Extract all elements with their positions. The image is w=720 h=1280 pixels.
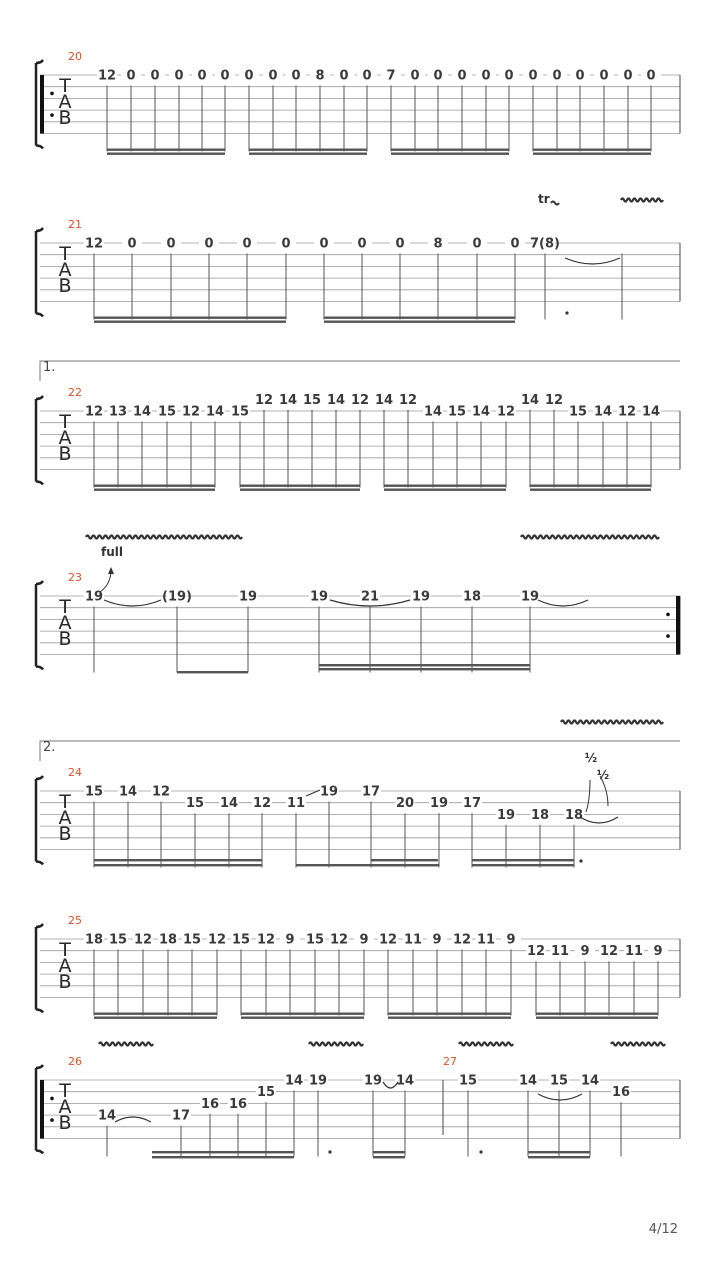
tab-system-22 xyxy=(36,360,680,491)
fret-number: 14 xyxy=(518,1073,538,1089)
fret-number: 19 xyxy=(429,796,449,812)
fret-number: 0 xyxy=(242,236,252,252)
fret-number: 16 xyxy=(228,1096,248,1112)
vibrato-mark xyxy=(309,1043,363,1046)
fret-number: 19 xyxy=(319,784,339,800)
beam xyxy=(373,1151,405,1153)
fret-number: 14 xyxy=(593,404,613,420)
beam xyxy=(94,1017,217,1019)
tab-system-20 xyxy=(36,50,680,155)
beam xyxy=(530,489,651,491)
fret-number: 12 xyxy=(350,392,370,408)
fret-number: 15 xyxy=(302,392,322,408)
fret-number: 15 xyxy=(108,932,128,948)
fret-number: 0 xyxy=(268,68,278,84)
system-bracket xyxy=(36,228,43,317)
tab-system-24 xyxy=(36,740,680,868)
vibrato-mark xyxy=(611,1043,665,1046)
fret-number: 12 xyxy=(256,932,276,948)
beam xyxy=(94,485,215,487)
fret-number: 16 xyxy=(611,1085,631,1101)
beam xyxy=(94,1013,217,1015)
fret-number: 12 xyxy=(544,392,564,408)
bend-arrow-head xyxy=(108,567,114,574)
beam xyxy=(528,1156,590,1158)
fret-number: 17 xyxy=(462,796,482,812)
fret-number: 12 xyxy=(97,68,117,84)
fret-number: 0 xyxy=(174,68,184,84)
fret-number: 15 xyxy=(305,932,325,948)
fret-number: 0 xyxy=(472,236,482,252)
beam xyxy=(319,668,530,670)
fret-number: 0 xyxy=(357,236,367,252)
tab-clef-letter: T xyxy=(59,791,71,813)
fret-number: 14 xyxy=(278,392,298,408)
beam xyxy=(107,153,225,155)
measure-number: 20 xyxy=(68,50,82,63)
tab-clef-letter: A xyxy=(58,807,72,829)
tab-clef-letter: A xyxy=(58,259,72,281)
beam xyxy=(240,489,360,491)
fret-number: 12 xyxy=(181,404,201,420)
fret-number: 19 xyxy=(238,589,258,605)
fret-number: 0 xyxy=(646,68,656,84)
fret-number: 0 xyxy=(339,68,349,84)
tab-clef-letter: A xyxy=(58,427,72,449)
fret-number: 9 xyxy=(285,932,295,948)
repeat-dot xyxy=(50,92,54,96)
fret-number: 0 xyxy=(220,68,230,84)
dot xyxy=(579,859,582,862)
tab-clef-letter: B xyxy=(58,628,72,650)
beam xyxy=(94,321,286,323)
fret-number: 11 xyxy=(550,944,570,960)
fret-number: 18 xyxy=(158,932,178,948)
beam xyxy=(536,1017,658,1019)
fret-number: 14 xyxy=(580,1073,600,1089)
fret-number: 12 xyxy=(452,932,472,948)
fret-number: 0 xyxy=(510,236,520,252)
fret-number: 15 xyxy=(447,404,467,420)
beam xyxy=(240,485,360,487)
tab-system-26 xyxy=(36,1055,680,1157)
fret-number: 9 xyxy=(580,944,590,960)
fret-number: 8 xyxy=(433,236,443,252)
vibrato-mark xyxy=(521,536,659,539)
fret-number: 17 xyxy=(171,1108,191,1124)
fret-number: 18 xyxy=(564,807,584,823)
fret-number: 19 xyxy=(84,589,104,605)
fret-number: 15 xyxy=(231,932,251,948)
fret-number: 0 xyxy=(575,68,585,84)
tab-clef-letter: T xyxy=(59,411,71,433)
tab-system-25 xyxy=(36,914,680,1019)
fret-number: 15 xyxy=(549,1073,569,1089)
tab-clef-letter: B xyxy=(58,107,72,129)
beam xyxy=(384,489,506,491)
fret-number: 12 xyxy=(84,404,104,420)
fret-number: 12 xyxy=(599,944,619,960)
tab-clef-letter: T xyxy=(59,1080,71,1102)
fret-number: 7(8) xyxy=(530,236,560,252)
fret-number: 21 xyxy=(360,589,380,605)
fret-number: 8 xyxy=(315,68,325,84)
fret-number: 18 xyxy=(84,932,104,948)
measure-number: 27 xyxy=(443,1055,457,1068)
fret-number: 19 xyxy=(520,589,540,605)
beam xyxy=(319,664,530,666)
tab-clef-letter: B xyxy=(58,443,72,465)
beam xyxy=(94,864,262,866)
fret-number: 0 xyxy=(481,68,491,84)
fret-number: 0 xyxy=(433,68,443,84)
bend-label: full xyxy=(101,545,123,559)
fret-number: 15 xyxy=(230,404,250,420)
fret-number: 9 xyxy=(506,932,516,948)
dot xyxy=(479,1150,482,1153)
fret-number: 18 xyxy=(462,589,482,605)
fret-number: 15 xyxy=(256,1085,276,1101)
tie-arc xyxy=(565,258,620,264)
beam xyxy=(152,1151,294,1153)
volta-bracket xyxy=(40,361,680,381)
tab-system-23 xyxy=(36,571,680,673)
fret-number: 0 xyxy=(410,68,420,84)
fret-number: 19 xyxy=(309,589,329,605)
tab-clef-letter: T xyxy=(59,596,71,618)
repeat-start-bar xyxy=(40,75,44,134)
beam xyxy=(388,1017,511,1019)
measure-number: 23 xyxy=(68,571,82,584)
repeat-end-bar xyxy=(676,596,680,655)
measure-number: 22 xyxy=(68,386,82,399)
fret-number: 0 xyxy=(599,68,609,84)
fret-number: 0 xyxy=(126,68,136,84)
tie-arc xyxy=(538,600,588,606)
measure-number: 26 xyxy=(68,1055,82,1068)
fret-number: 15 xyxy=(185,796,205,812)
fret-number: 12 xyxy=(617,404,637,420)
system-bracket xyxy=(36,776,43,865)
tie-arc xyxy=(104,600,161,606)
beam xyxy=(472,864,574,866)
fret-number: 14 xyxy=(205,404,225,420)
beam xyxy=(94,489,215,491)
fret-number: 0 xyxy=(281,236,291,252)
fret-number: 19 xyxy=(308,1073,328,1089)
fret-number: 12 xyxy=(329,932,349,948)
fret-number: 15 xyxy=(84,784,104,800)
fret-number: 12 xyxy=(133,932,153,948)
beam xyxy=(530,485,651,487)
fret-number: 14 xyxy=(118,784,138,800)
trill-label: tr xyxy=(538,192,550,206)
beam xyxy=(94,317,286,319)
repeat-dot xyxy=(666,613,670,617)
tab-clef-letter: A xyxy=(58,1096,72,1118)
beam xyxy=(177,671,248,673)
fret-number: 0 xyxy=(127,236,137,252)
fret-number: 12 xyxy=(378,932,398,948)
fret-number: 0 xyxy=(504,68,514,84)
fret-number: 14 xyxy=(423,404,443,420)
measure-number: 21 xyxy=(68,218,82,231)
fret-number: 0 xyxy=(197,68,207,84)
measure-number: 25 xyxy=(68,914,82,927)
fret-number: 11 xyxy=(403,932,423,948)
beam xyxy=(472,859,574,861)
beam xyxy=(249,153,367,155)
beam xyxy=(533,153,651,155)
tab-system-21 xyxy=(36,218,680,323)
fret-number: 11 xyxy=(286,796,306,812)
fret-number: 13 xyxy=(108,404,128,420)
fret-number: 0 xyxy=(552,68,562,84)
tie-arc xyxy=(538,1094,582,1100)
repeat-dot xyxy=(666,634,670,638)
fret-number: 0 xyxy=(623,68,633,84)
fret-number: 14 xyxy=(132,404,152,420)
beam xyxy=(296,864,439,866)
beam xyxy=(528,1151,590,1153)
fret-number: 20 xyxy=(395,796,415,812)
volta-number: 2. xyxy=(43,740,56,755)
fret-number: (19) xyxy=(162,589,192,605)
beam xyxy=(241,1013,364,1015)
tab-clef-letter: B xyxy=(58,275,72,297)
volta-number: 1. xyxy=(43,360,56,375)
fret-number: 12 xyxy=(254,392,274,408)
fret-number: 12 xyxy=(526,944,546,960)
tab-clef-letter: A xyxy=(58,612,72,634)
page-number: 4/12 xyxy=(648,1222,678,1237)
fret-number: 12 xyxy=(84,236,104,252)
vibrato-mark xyxy=(561,721,663,724)
tab-clef-letter: A xyxy=(58,955,72,977)
fret-number: 9 xyxy=(653,944,663,960)
fret-number: 15 xyxy=(182,932,202,948)
fret-number: 9 xyxy=(432,932,442,948)
tie-arc xyxy=(115,1117,151,1122)
fret-number: 14 xyxy=(97,1108,117,1124)
system-bracket xyxy=(36,581,43,670)
fret-number: 0 xyxy=(457,68,467,84)
beam xyxy=(152,1156,294,1158)
fret-number: 0 xyxy=(166,236,176,252)
tab-clef-letter: T xyxy=(59,75,71,97)
fret-number: 14 xyxy=(326,392,346,408)
fret-number: 15 xyxy=(458,1073,478,1089)
system-bracket xyxy=(36,396,43,485)
repeat-dot xyxy=(50,113,54,117)
repeat-dot xyxy=(50,1118,54,1122)
fret-number: 12 xyxy=(151,784,171,800)
fret-number: 0 xyxy=(150,68,160,84)
fret-number: 16 xyxy=(200,1096,220,1112)
fret-number: 14 xyxy=(641,404,661,420)
trill-wave xyxy=(551,202,559,205)
beam xyxy=(241,1017,364,1019)
tie-arc xyxy=(580,817,618,823)
repeat-start-bar xyxy=(40,1080,44,1139)
fret-number: 9 xyxy=(359,932,369,948)
bend-label: ½ xyxy=(584,751,598,765)
fret-number: 0 xyxy=(319,236,329,252)
dot xyxy=(328,1150,331,1153)
beam xyxy=(373,1156,405,1158)
fret-number: 14 xyxy=(471,404,491,420)
fret-number: 11 xyxy=(624,944,644,960)
fret-number: 14 xyxy=(374,392,394,408)
fret-number: 0 xyxy=(362,68,372,84)
bend-arrow xyxy=(586,780,590,812)
fret-number: 19 xyxy=(411,589,431,605)
fret-number: 0 xyxy=(395,236,405,252)
bend-label: ½ xyxy=(596,768,610,782)
beam xyxy=(107,149,225,151)
beam xyxy=(536,1013,658,1015)
fret-number: 14 xyxy=(284,1073,304,1089)
beam xyxy=(391,153,509,155)
tab-clef-letter: B xyxy=(58,823,72,845)
tab-clef-letter: T xyxy=(59,243,71,265)
fret-number: 14 xyxy=(520,392,540,408)
beam xyxy=(533,149,651,151)
vibrato-mark xyxy=(99,1043,153,1046)
tab-clef-letter: B xyxy=(58,971,72,993)
vibrato-mark xyxy=(621,199,663,202)
fret-number: 0 xyxy=(291,68,301,84)
fret-number: 17 xyxy=(361,784,381,800)
tab-clef-letter: A xyxy=(58,91,72,113)
fret-number: 15 xyxy=(568,404,588,420)
beam xyxy=(94,859,262,861)
tab-clef-letter: B xyxy=(58,1112,72,1134)
dot xyxy=(565,311,568,314)
fret-number: 12 xyxy=(207,932,227,948)
measure-number: 24 xyxy=(68,766,82,779)
fret-number: 12 xyxy=(252,796,272,812)
tab-clef-letter: T xyxy=(59,939,71,961)
system-bracket xyxy=(36,924,43,1013)
beam xyxy=(384,485,506,487)
beam xyxy=(371,859,438,861)
fret-number: 18 xyxy=(530,807,550,823)
fret-number: 12 xyxy=(398,392,418,408)
fret-number: 0 xyxy=(244,68,254,84)
vibrato-mark xyxy=(459,1043,513,1046)
fret-number: 12 xyxy=(496,404,516,420)
fret-number: 7 xyxy=(386,68,396,84)
fret-number: 0 xyxy=(528,68,538,84)
beam xyxy=(391,149,509,151)
beam xyxy=(388,1013,511,1015)
vibrato-mark xyxy=(86,536,242,539)
beam xyxy=(324,317,515,319)
fret-number: 14 xyxy=(395,1073,415,1089)
fret-number: 19 xyxy=(363,1073,383,1089)
beam xyxy=(249,149,367,151)
fret-number: 15 xyxy=(157,404,177,420)
fret-number: 11 xyxy=(476,932,496,948)
repeat-dot xyxy=(50,1097,54,1101)
fret-number: 14 xyxy=(219,796,239,812)
fret-number: 19 xyxy=(496,807,516,823)
beam xyxy=(324,321,515,323)
fret-number: 0 xyxy=(204,236,214,252)
